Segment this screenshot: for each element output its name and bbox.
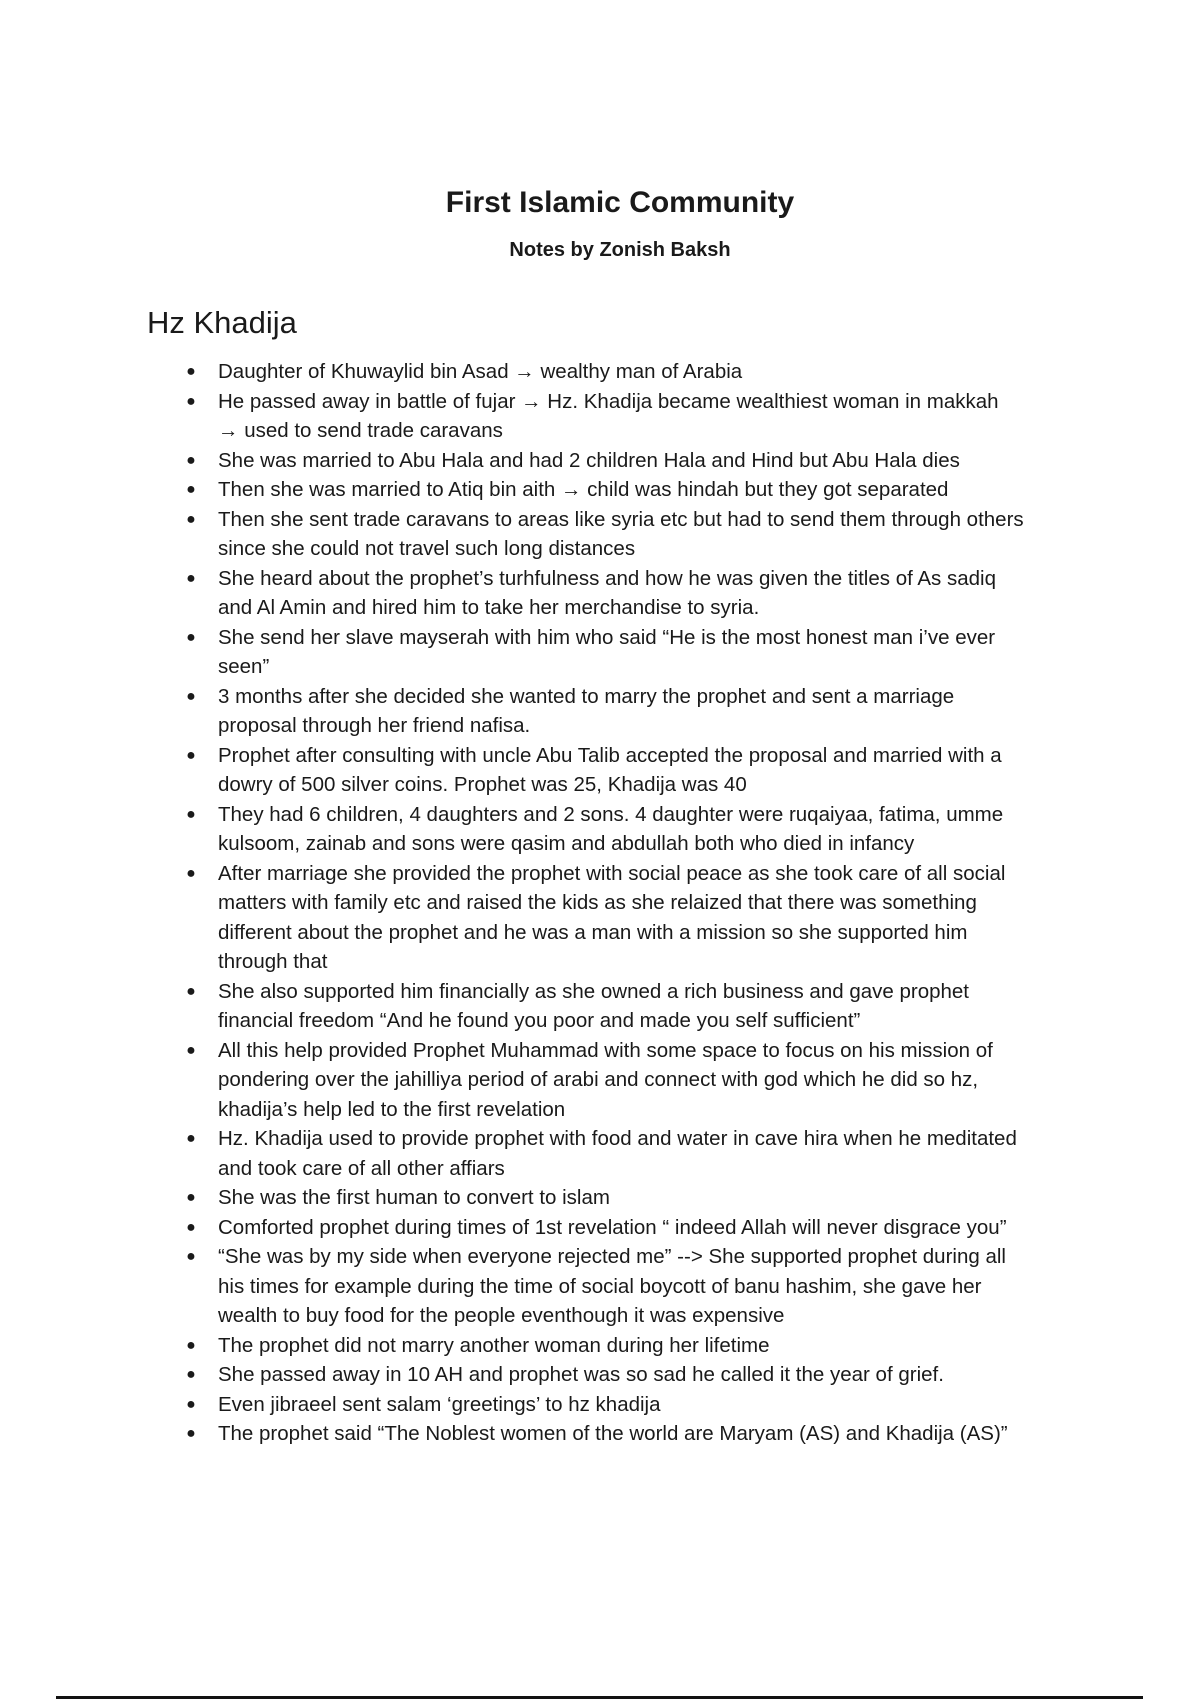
list-item-text-line: After marriage she provided the prophet with social peace as she took care of all social [218,861,1006,885]
list-item [0,1213,1200,1243]
list-item [0,357,1200,387]
list-item-text-line: financial freedom “And he found you poor and made you self sufficient” [218,1009,861,1032]
list-item [0,1124,1200,1183]
list-item-text-line: She heard about the prophet’s turhfulness and how he was given the titles of As sadiq [218,566,996,590]
list-item [0,446,1200,476]
list-item-text-line: Daughter of Khuwaylid bin Asad → wealthy man of Arabia [218,360,743,383]
list-item-text-line: Even jibraeel sent salam ‘greetings’ to hz khadija [218,1392,661,1416]
list-item-text-line: She send her slave mayserah with him who said “He is the most honest man i’ve ever [218,625,996,649]
list-item-text-line: The prophet said “The Noblest women of the world are Maryam (AS) and Khadija (AS)” [218,1422,1008,1445]
bullet-icon: ● [186,1041,196,1059]
bullet-icon: ● [186,1395,196,1413]
list-item-text-line: Prophet after consulting with uncle Abu Talib accepted the proposal and married with a [218,743,1002,767]
list-item [0,977,1200,1036]
bullet-icon: ● [186,392,196,410]
list-item-text-line: “She was by my side when everyone rejected me” --> She supported prophet during all [218,1245,1006,1268]
list-item-text-line: since she could not travel such long distances [218,537,636,560]
bullet-icon: ● [186,1189,196,1206]
list-item [0,387,1200,446]
list-item [0,741,1200,800]
list-item [0,1331,1200,1361]
list-item [0,564,1200,623]
list-item-text-line: matters with family etc and raised the kids as she relaized that there was something [218,891,977,914]
list-item-text-line: She passed away in 10 AH and prophet was so sad he called it the year of grief. [218,1363,944,1386]
list-item-text-line: and Al Amin and hired him to take her merchandise to syria. [218,596,760,619]
page-bottom-divider [56,1696,1143,1699]
list-item-text-line: kulsoom, zainab and sons were qasim and abdullah both who died in infancy [218,832,915,855]
list-item-text-line: They had 6 children, 4 daughters and 2 sons. 4 daughter were ruqaiyaa, fatima, umme [218,802,1004,826]
list-item-text-line: his times for example during the time of social boycott of banu hashim, she gave her [218,1274,982,1298]
list-item-text-line: through that [218,950,328,973]
list-item-text-line: Comforted prophet during times of 1st revelation “ indeed Allah will never disgrace you” [218,1215,1007,1239]
list-item-text-line: Then she sent trade caravans to areas like syria etc but had to send them through others [218,507,1024,531]
list-item-text-line: khadija’s help led to the first revelation [218,1097,566,1121]
section-heading: Hz Khadija [147,305,297,340]
bullet-icon: ● [186,1218,196,1236]
bullet-icon: ● [186,1366,196,1383]
bullet-icon: ● [186,805,196,823]
bullet-icon: ● [186,687,196,705]
list-item-text-line: She was the first human to convert to islam [218,1186,610,1209]
list-item [0,1390,1200,1420]
bullet-icon: ● [186,363,196,380]
list-item-text-line: wealth to buy food for the people eventhough it was expensive [218,1304,785,1327]
list-item-text-line: The prophet did not marry another woman during her lifetime [218,1333,770,1357]
list-item [0,1360,1200,1390]
bullet-icon: ● [186,746,196,764]
list-item [0,1036,1200,1125]
document-title: First Islamic Community [445,186,795,219]
list-item-text-line: pondering over the jahilliya period of arabi and connect with god which he did so hz, [218,1068,979,1091]
list-item-text-line: Hz. Khadija used to provide prophet with food and water in cave hira when he meditated [218,1127,1017,1150]
list-item-text-line: She was married to Abu Hala and had 2 children Hala and Hind but Abu Hala dies [218,448,960,472]
list-item [0,1419,1200,1449]
list-item-text-line: → used to send trade caravans [218,419,503,442]
bullet-icon: ● [186,1425,196,1442]
list-item-text-line: seen” [218,655,270,678]
list-item-text-line: and took care of all other affiars [218,1156,505,1180]
list-item-text-line: proposal through her friend nafisa. [218,714,531,737]
list-item-text-line: He passed away in battle of fujar → Hz. Khadija became wealthiest woman in makkah [218,389,999,413]
list-item-text-line: dowry of 500 silver coins. Prophet was 25, Khadija was 40 [218,773,747,796]
list-item [0,505,1200,564]
list-item-text-line: She also supported him financially as she owned a rich business and gave prophet [218,979,969,1003]
bullet-icon: ● [186,481,196,498]
list-item [0,682,1200,741]
list-item [0,1183,1200,1213]
bullet-icon: ● [186,1336,196,1354]
bullet-icon: ● [186,1130,196,1147]
document-subtitle: Notes by Zonish Baksh [509,239,731,261]
list-item-text-line: Then she was married to Atiq bin aith → child was hindah but they got separated [218,478,949,501]
list-item [0,1242,1200,1331]
list-item-text-line: All this help provided Prophet Muhammad with some space to focus on his mission of [218,1038,993,1062]
bullet-icon: ● [186,569,196,587]
list-item [0,475,1200,505]
bullet-list [0,357,1200,1449]
list-item-text-line: different about the prophet and he was a man with a mission so she supported him [218,920,968,944]
bullet-icon: ● [186,628,196,646]
list-item [0,623,1200,682]
bullet-icon: ● [186,510,196,528]
bullet-icon: ● [186,982,196,1000]
bullet-icon: ● [186,451,196,469]
list-item [0,800,1200,859]
bullet-icon: ● [186,864,196,882]
list-item [0,859,1200,977]
bullet-icon: ● [186,1248,196,1265]
list-item-text-line: 3 months after she decided she wanted to marry the prophet and sent a marriage [218,684,955,708]
